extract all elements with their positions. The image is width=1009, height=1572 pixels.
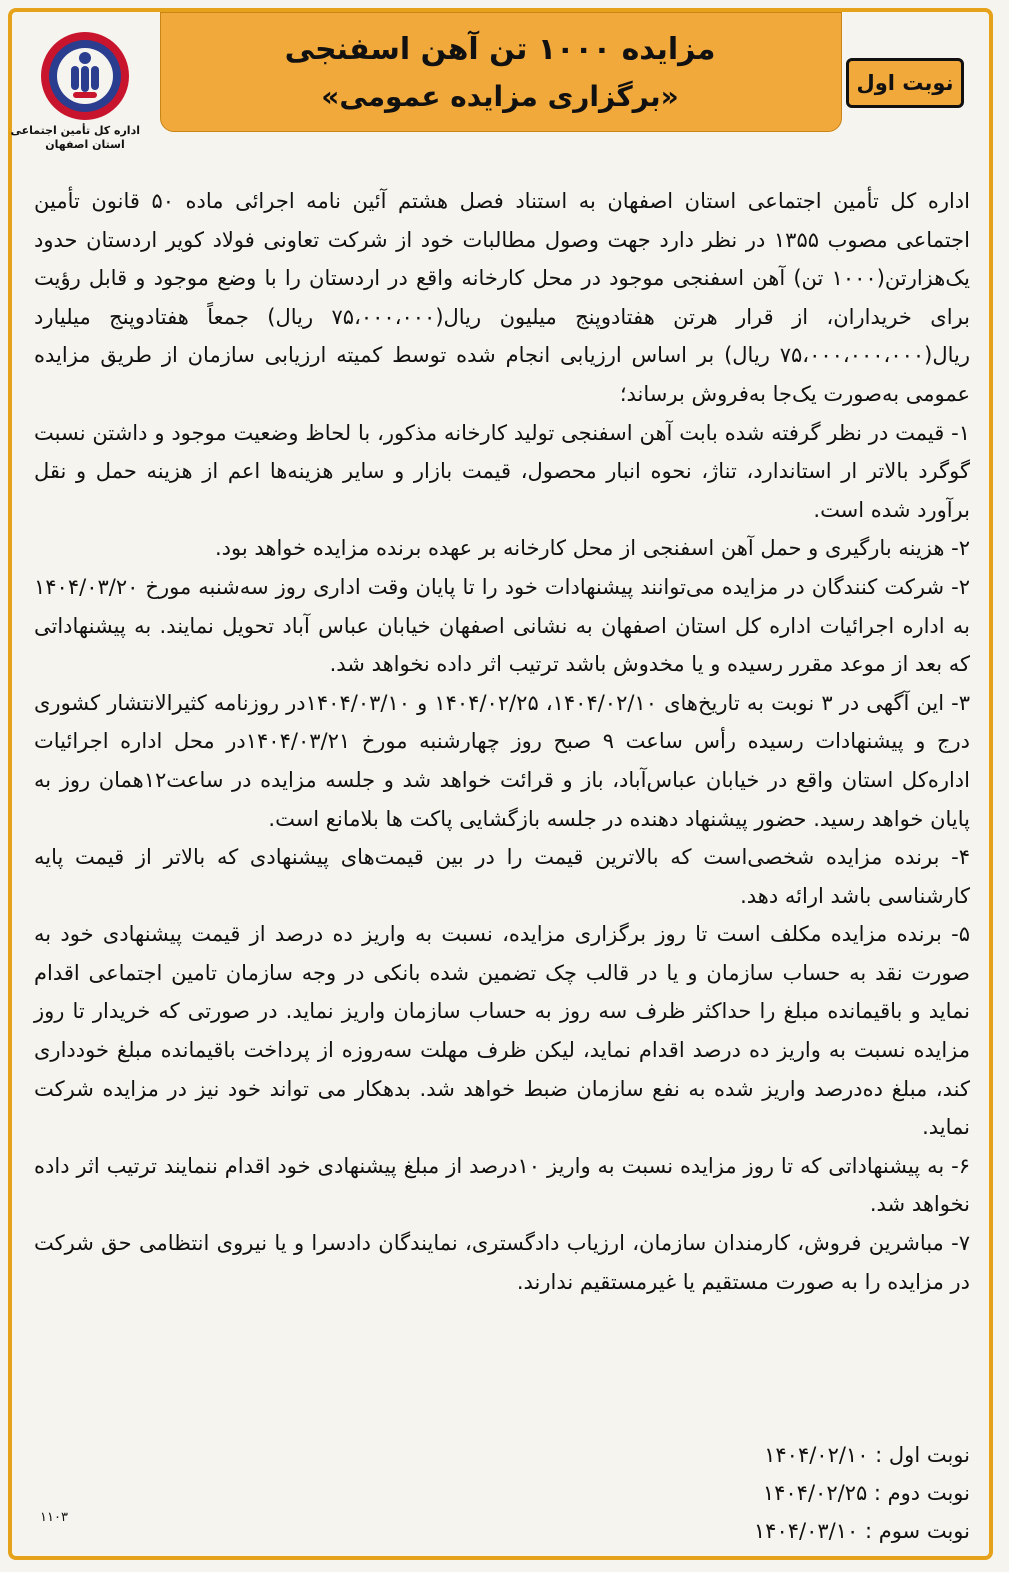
round-tag: نوبت اول <box>846 58 964 108</box>
logo-caption-line2: استان اصفهان <box>45 138 125 151</box>
logo-caption-line1: اداره کل تأمین اجتماعی <box>10 124 140 137</box>
reference-code: ۱۱۰۳ <box>40 1510 68 1525</box>
header-band <box>160 12 842 132</box>
date-third: نوبت سوم : ۱۴۰۴/۰۳/۱۰ <box>753 1519 970 1543</box>
social-security-emblem-icon <box>37 28 133 124</box>
intro-paragraph: اداره کل تأمین اجتماعی استان اصفهان به استناد فصل هشتم آئین نامه اجرائی ماده ۵۰ قانون تأمین اجتماعی مصوب ۱۳۵۵ در نظر دارد جهت وصول مطالبات خود از شرکت تعاونی فولاد کویر اردستان حدود یک‌هزارتن(۱۰۰۰ تن) آهن اسفنجی موجود در محل کارخانه واقع در اردستان را با وضع موجود و قابل رؤیت برای خریداران، از قرار هرتن هفتادوپنج میلیون ریال(۷۵،۰۰۰،۰۰۰ ریال) جمعاً هفتادوپنج میلیارد ریال(۷۵،۰۰۰،۰۰۰،۰۰۰ ریال) بر اساس ارزیابی انجام شده توسط کمیته ارزیابی سازمان از طریق مزایده عمومی به‌صورت یک‌جا به‌فروش برساند؛ <box>34 189 970 406</box>
organization-logo <box>10 28 140 178</box>
date-second: نوبت دوم : ۱۴۰۴/۰۲/۲۵ <box>762 1481 970 1505</box>
publication-dates <box>690 1436 970 1550</box>
page-subtitle: «برگزاری مزایده عمومی» <box>321 80 679 113</box>
clause-3: ۳- این آگهی در ۳ نوبت به تاریخ‌های ۱۴۰۴/۰۲/۱۰، ۱۴۰۴/۰۲/۲۵ و ۱۴۰۴/۰۳/۱۰در روزنامه کثیرالانتشار کشوری درج و پیشنهادات رسیده رأس ساعت ۹ صبح روز چهارشنبه مورخ ۱۴۰۴/۰۳/۲۱در محل اداره اجرائیات اداره‌کل استان واقع در خیابان عباس‌آباد، باز و قرائت خواهد شد و جلسه مزایده در ساعت۱۲همان روز به پایان خواهد رسید. حضور پیشنهاد دهنده در جلسه بازگشایی پاکت ها بلامانع است. <box>34 690 971 831</box>
clause-2a: ۲- هزینه بارگیری و حمل آهن اسفنجی از محل کارخانه بر عهده برنده مزایده خواهد بود. <box>214 536 970 561</box>
date-first: نوبت اول : ۱۴۰۴/۰۲/۱۰ <box>764 1443 970 1467</box>
clause-1: ۱- قیمت در نظر گرفته شده بابت آهن اسفنجی تولید کارخانه مذکور، با لحاظ وضعیت موجود و داشتن نسبت گوگرد بالاتر ار استاندارد، تناژ، نحوه انبار محصول، قیمت بازار و سایر هزینه‌ها اعم از هزینه حمل و نقل برآورد شده است. <box>34 420 970 522</box>
clause-5: ۵- برنده مزایده مکلف است تا روز برگزاری مزایده، نسبت به واریز ده درصد از قیمت پیشنهادی خود به صورت نقد به حساب سازمان و یا در قالب چک تضمین شده بانکی در وجه سازمان تامین اجتماعی اقدام نماید و باقیمانده مبلغ را حداکثر ظرف سه روز به حساب سازمان واریز نماید. در صورتی که خریدار تا روز مزایده نسبت به واریز ده درصد اقدام نماید، لیکن ظرف مهلت سه‌روزه از پرداخت باقیمانده مبلغ خودداری کند، مبلغ ده‌درصد واریز شده به نفع سازمان ضبط خواهد شد. بدهکار می تواند خود نیز در مزایده شرکت نماید. <box>34 922 970 1140</box>
announcement-body <box>34 182 970 1301</box>
clause-4: ۴- برنده مزایده شخصی‌است که بالاترین قیمت را در بین قیمت‌های پیشنهادی که بالاتر از قیمت پایه کارشناسی باشد ارائه دهد. <box>34 845 970 908</box>
clause-6: ۶- به پیشنهاداتی که تا روز مزایده نسبت به واریز ۱۰درصد از مبلغ پیشنهادی خود اقدام ننمایند ترتیب اثر داده نخواهد شد. <box>34 1153 970 1217</box>
clause-7: ۷- مباشرین فروش، کارمندان سازمان، ارزیاب دادگستری، نمایندگان دادسرا و یا نیروی انتظامی حق شرکت در مزایده را به صورت مستقیم یا غیرمستقیم ندارند. <box>34 1231 970 1294</box>
clause-2b: ۲- شرکت کنندگان در مزایده می‌توانند پیشنهادات خود را تا پایان وقت اداری روز سه‌شنبه مورخ ۱۴۰۴/۰۳/۲۰ به اداره اجرائیات اداره کل استان اصفهان به نشانی اصفهان خیابان عباس آباد تحویل نمایند. به پیشنهاداتی که بعد از موعد مقرر رسیده و یا مخدوش باشد ترتیب اثر داده نخواهد شد. <box>34 574 970 677</box>
page-title: مزایده ۱۰۰۰ تن آهن اسفنجی <box>284 32 716 67</box>
